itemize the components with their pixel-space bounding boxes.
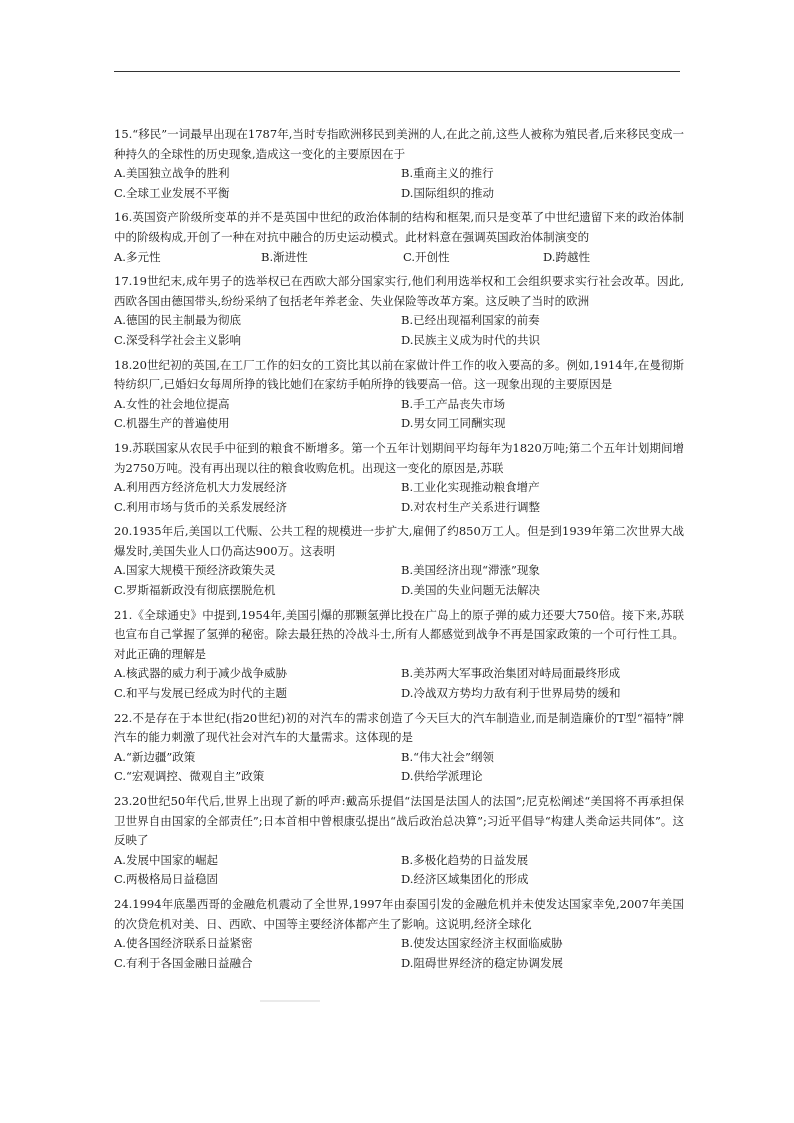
question-stem: 17.19世纪末,成年男子的选举权已在西欧大部分国家实行,他们利用选举权和工会组织要求实行社会改革。因此,西欧各国由德国带头,纷纷采纳了包括老年养老金、失业保险等改革方案。这反映了当时的欧洲 (114, 274, 684, 308)
option-d: D.男女同工同酬实现 (401, 416, 506, 431)
option-b: B.工业化实现推动粮食增产 (401, 480, 540, 495)
option-b: B.手工产品丧失市场 (401, 396, 506, 411)
option-d: D.国际组织的推动 (401, 185, 494, 200)
option-a: A.发展中国家的崛起 (114, 852, 218, 867)
question-stem: 24.1994年底墨西哥的金融危机震动了全世界,1997年由泰国引发的金融危机并未使发达国家幸免,2007年美国的次贷危机对美、日、西欧、中国等主要经济体都产生了影响。这说明,经济全球化 (114, 896, 684, 931)
question-stem: 19.苏联国家从农民手中征到的粮食不断增多。第一个五年计划期间平均每年为1820万吨;第二个五年计划期间增为2750万吨。没有再出现以往的粮食收购危机。出现这一变化的原因是,苏联 (114, 440, 684, 475)
question-list (114, 125, 684, 978)
option-a: A.国家大规模干预经济政策失灵 (114, 563, 276, 578)
option-grid (114, 478, 684, 517)
option-a: A.多元性 (114, 249, 161, 264)
option-a: A.使各国经济联系日益紧密 (114, 936, 253, 951)
option-grid (114, 395, 684, 434)
option-grid (114, 561, 684, 600)
question-21 (114, 606, 684, 704)
question-24 (114, 895, 684, 973)
option-b: B.多极化趋势的日益发展 (401, 852, 529, 867)
option-a: A.“新边疆”政策 (114, 749, 196, 764)
question-17 (114, 272, 684, 350)
option-c: C.开创性 (403, 249, 450, 264)
option-b: B.美国经济出现“滞涨”现象 (401, 563, 540, 578)
option-d: D.阻碍世界经济的稳定协调发展 (401, 955, 563, 970)
question-20 (114, 522, 684, 600)
question-stem: 21.《全球通史》中提到,1954年,美国引爆的那颗氢弹比投在广岛上的原子弹的威力还要大750倍。接下来,苏联也宣布自己掌握了氢弹的秘密。除去最狂热的冷战斗士,所有人都感觉到战争不再是国家政策的一个可行性工具。对此正确的理解是 (114, 607, 684, 661)
header-rule (114, 71, 680, 72)
option-d: D.冷战双方势均力敌有利于世界局势的缓和 (401, 686, 621, 701)
scan-artifact (260, 1000, 320, 1002)
option-c: C.有利于各国金融日益融合 (114, 955, 253, 970)
option-d: D.经济区域集团化的形成 (401, 872, 529, 887)
option-grid (114, 311, 684, 350)
question-19 (114, 439, 684, 517)
option-d: D.美国的失业问题无法解决 (401, 583, 540, 598)
option-grid (114, 248, 684, 268)
option-grid (114, 851, 684, 890)
question-15 (114, 125, 684, 203)
question-stem: 23.20世纪50年代后,世界上出现了新的呼声:戴高乐提倡“法国是法国人的法国”;尼克松阐述“美国将不再承担保卫世界自由国家的全部责任”;日本首相中曾根康弘提出“战后政治总决算”;习近平倡导“构建人类命运共同体”。这反映了 (114, 794, 684, 848)
option-a: A.女性的社会地位提高 (114, 396, 230, 411)
option-a: A.利用西方经济危机大力发展经济 (114, 480, 287, 495)
option-c: C.和平与发展已经成为时代的主题 (114, 686, 288, 701)
option-grid (114, 934, 684, 973)
option-grid (114, 164, 684, 203)
option-b: B.“伟大社会”纲领 (401, 749, 494, 764)
option-d: D.对农村生产关系进行调整 (401, 499, 540, 514)
question-stem: 22.不是存在于本世纪(指20世纪)初的对汽车的需求创造了今天巨大的汽车制造业,而是制造廉价的T型“福特”牌汽车的能力刺激了现代社会对汽车的大量需求。这体现的是 (114, 710, 684, 745)
question-23 (114, 792, 684, 890)
option-d: D.供给学派理论 (401, 769, 483, 784)
question-18 (114, 356, 684, 434)
option-b: B.美苏两大军事政治集团对峙局面最终形成 (401, 666, 621, 681)
option-c: C.罗斯福新政没有彻底摆脱危机 (114, 583, 276, 598)
option-b: B.重商主义的推行 (401, 166, 494, 181)
option-c: C.深受科学社会主义影响 (114, 332, 242, 347)
option-c: C.两极格局日益稳固 (114, 872, 219, 887)
option-d: D.跨越性 (543, 249, 590, 264)
option-b: B.渐进性 (261, 249, 308, 264)
question-22 (114, 709, 684, 787)
question-stem: 16.英国资产阶级所变革的并不是英国中世纪的政治体制的结构和框架,而只是变革了中世纪遗留下来的政治体制中的阶级构成,开创了一种在对抗中融合的历史运动模式。此材料意在强调英国政治体制演变的 (114, 210, 684, 244)
option-b: B.已经出现福利国家的前奏 (401, 313, 540, 328)
option-a: A.美国独立战争的胜利 (114, 166, 230, 181)
question-stem: 15.“移民”一词最早出现在1787年,当时专指欧洲移民到美洲的人,在此之前,这些人被称为殖民者,后来移民变成一种持久的全球性的历史现象,造成这一变化的主要原因在于 (114, 127, 684, 161)
option-grid (114, 748, 684, 787)
option-c: C.利用市场与货币的关系发展经济 (114, 499, 288, 514)
option-c: C.全球工业发展不平衡 (114, 185, 230, 200)
option-d: D.民族主义成为时代的共识 (401, 332, 540, 347)
option-b: B.使发达国家经济主权面临威胁 (401, 936, 563, 951)
option-a: A.核武器的威力利于减少战争威胁 (114, 666, 287, 681)
question-stem: 18.20世纪初的英国,在工厂工作的妇女的工资比其以前在家做计件工作的收入要高的多。例如,1914年,在曼彻斯特纺织厂,已婚妇女每周所挣的钱比她们在家纺手帕所挣的钱要高一倍。这一现象出现的主要原因是 (114, 357, 684, 392)
option-grid (114, 664, 684, 703)
option-c: C.“宏观调控、微观自主”政策 (114, 769, 265, 784)
question-16 (114, 208, 684, 267)
question-stem: 20.1935年后,美国以工代赈、公共工程的规模进一步扩大,雇佣了约850万工人。但是到1939年第二次世界大战爆发时,美国失业人口仍高达900万。这表明 (114, 524, 684, 558)
option-c: C.机器生产的普遍使用 (114, 416, 230, 431)
option-a: A.德国的民主制最为彻底 (114, 313, 241, 328)
